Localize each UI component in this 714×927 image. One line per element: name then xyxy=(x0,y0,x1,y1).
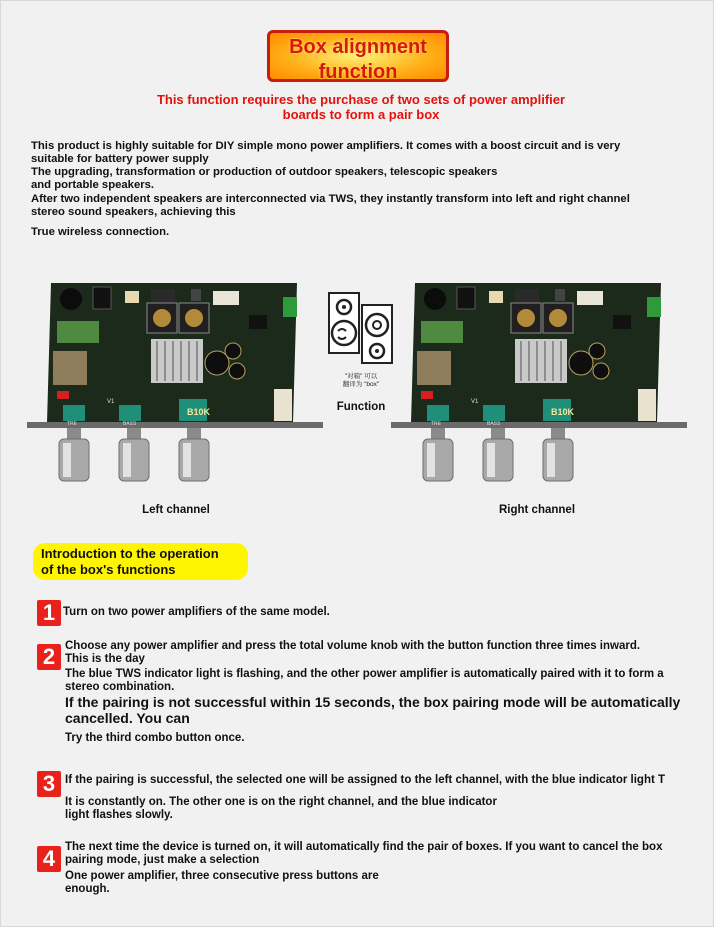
step-3-line-3: light flashes slowly. xyxy=(65,809,173,821)
subtitle xyxy=(121,92,601,122)
step-3-number: 3 xyxy=(37,771,61,797)
step-4-line-2: pairing mode, just make a selection xyxy=(65,854,260,866)
title-line-2: function xyxy=(318,61,398,83)
knob-volume xyxy=(179,428,209,481)
intro-line-2: of the box's functions xyxy=(41,562,176,577)
step-3-line-2: It is constantly on. The other one is on the right channel, and the blue indicator xyxy=(65,796,497,808)
board-label-v1: V1 xyxy=(107,399,115,405)
description-line-3: The upgrading, transformation or production of outdoor speakers, telescopic speakers xyxy=(31,166,498,178)
knob-treble xyxy=(423,428,453,481)
knob-bass xyxy=(119,428,149,481)
description-line-6: stereo sound speakers, achieving this xyxy=(31,206,236,218)
left-channel-caption: Left channel xyxy=(142,504,210,516)
step-4-number: 4 xyxy=(37,846,61,872)
subtitle-line-2: boards to form a pair box xyxy=(282,107,440,122)
intro-heading xyxy=(33,543,248,580)
icon-note-line-1: "对箱" 可以 xyxy=(344,373,378,380)
board-label-v1: V1 xyxy=(471,399,479,405)
right-channel-caption: Right channel xyxy=(498,504,576,516)
board-label-bass: BASS xyxy=(487,421,501,427)
description-line-4: and portable speakers. xyxy=(31,179,155,191)
board-label-knob: B10K xyxy=(187,407,211,417)
function-label: Function xyxy=(336,401,386,413)
step-2-line-3: The blue TWS indicator light is flashing, and the other power amplifier is automatically paired with it to form a xyxy=(65,668,664,680)
step-2-number: 2 xyxy=(37,644,61,670)
right-amplifier-board xyxy=(391,279,687,485)
step-2-line-5: If the pairing is not successful within 15 seconds, the box pairing mode will be automatically xyxy=(65,694,681,710)
step-2-line-6: cancelled. You can xyxy=(65,710,190,726)
description-line-2: suitable for battery power supply xyxy=(31,153,209,165)
step-4-line-4: enough. xyxy=(65,883,110,895)
knob-volume xyxy=(543,428,573,481)
description-line-7: True wireless connection. xyxy=(31,226,170,238)
step-4-line-3: One power amplifier, three consecutive press buttons are xyxy=(65,870,379,882)
step-2-line-4: stereo combination. xyxy=(65,681,175,693)
step-2-line-1: Choose any power amplifier and press the total volume knob with the button function three times inward. xyxy=(65,640,641,652)
description-line-1: This product is highly suitable for DIY simple mono power amplifiers. It comes with a boost circuit and is very xyxy=(31,140,621,152)
knob-bass xyxy=(483,428,513,481)
board-label-knob: B10K xyxy=(551,407,575,417)
step-1-line-1: Turn on two power amplifiers of the same model. xyxy=(63,606,330,618)
step-4-line-1: The next time the device is turned on, it will automatically find the pair of boxes. If you want to cancel the box xyxy=(65,841,663,853)
step-2-line-7: Try the third combo button once. xyxy=(65,732,245,744)
board-label-treble: TRE xyxy=(431,421,441,427)
icon-note xyxy=(331,373,391,389)
description-line-5: After two independent speakers are interconnected via TWS, they instantly transform into left and right channel xyxy=(31,193,630,205)
title-line-1: Box alignment xyxy=(289,36,427,58)
title-banner xyxy=(267,30,449,82)
knob-treble xyxy=(59,428,89,481)
intro-line-1: Introduction to the operation xyxy=(41,546,219,561)
step-2-line-2: This is the day xyxy=(65,653,145,665)
subtitle-line-1: This function requires the purchase of two sets of power amplifier xyxy=(156,92,566,107)
speaker-pair-icon xyxy=(326,291,396,367)
left-amplifier-board xyxy=(27,279,323,485)
board-label-bass: BASS xyxy=(123,421,137,427)
board-label-treble: TRE xyxy=(67,421,77,427)
icon-note-line-2: 翻译为 "box" xyxy=(342,381,380,388)
step-1-number: 1 xyxy=(37,600,61,626)
step-3-line-1: If the pairing is successful, the selected one will be assigned to the left channel, with the blue indicator light T xyxy=(65,774,666,786)
